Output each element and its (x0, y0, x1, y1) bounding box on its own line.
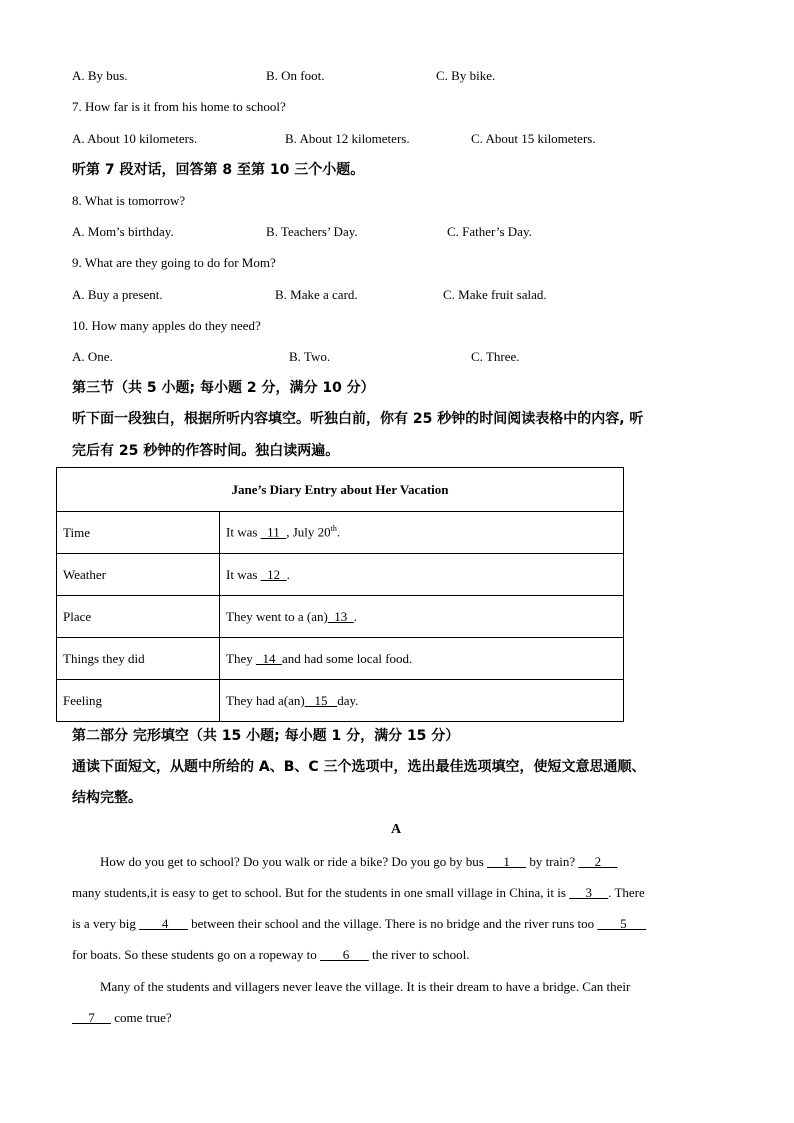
q7-option-c: C. About 15 kilometers. (471, 131, 596, 146)
value-text: , July 20 (286, 524, 331, 540)
blank-5: 5 (597, 916, 647, 931)
q9-question: 9. What are they going to do for Mom? (72, 255, 276, 270)
section3-instruction-2: 完后有 25 秒钟的作答时间。独白读两遍。 (72, 443, 340, 459)
value-text: They (226, 650, 256, 666)
q8-question: 8. What is tomorrow? (72, 193, 186, 208)
q7-option-a: A. About 10 kilometers. (72, 131, 198, 146)
passage-text: . There (608, 885, 645, 900)
passage-line-3 (72, 916, 722, 932)
blank-7: 7 (72, 1010, 111, 1025)
table-row (57, 554, 624, 596)
table-row (57, 638, 624, 680)
q9-option-a: A. Buy a present. (72, 287, 163, 302)
part2-instruction-1: 通读下面短文，从题中所给的 A、B、C 三个选项中，选出最佳选项填空，使短文意思通顺、 (72, 759, 646, 775)
table-row (57, 596, 624, 638)
q9-option-c: C. Make fruit salad. (443, 287, 547, 302)
diary-table (56, 467, 624, 722)
section3-instruction-1: 听下面一段独白，根据所听内容填空。听独白前，你有 25 秒钟的时间阅读表格中的内容, 听 (72, 411, 644, 427)
blank-1: 1 (487, 854, 527, 869)
q8-option-a: A. Mom’s birthday. (72, 224, 174, 239)
row-value (220, 596, 624, 638)
q6-option-b: B. On foot. (266, 68, 325, 83)
section3-title: 第三节（共 5 小题; 每小题 2 分，满分 10 分） (72, 380, 375, 396)
blank-15: 15 (304, 692, 338, 708)
value-text: They went to a (an) (226, 608, 328, 624)
q7-option-b: B. About 12 kilometers. (285, 131, 410, 146)
passage-text: between their school and the village. There is no bridge and the river runs too (187, 916, 598, 931)
passage-text: come true? (111, 1010, 172, 1025)
part2-instruction-2: 结构完整。 (72, 790, 142, 806)
table-header-row (57, 468, 624, 512)
passage-line-6 (72, 1010, 722, 1026)
row-value (220, 512, 624, 554)
q8-option-b: B. Teachers’ Day. (266, 224, 358, 239)
passage-line-4 (72, 947, 722, 963)
value-text: . (286, 566, 290, 582)
q8-option-c: C. Father’s Day. (447, 224, 532, 239)
passage-line-5 (100, 979, 750, 995)
blank-13: 13 (327, 608, 354, 624)
q7-question: 7. How far is it from his home to school? (72, 99, 286, 114)
blank-11: 11 (260, 524, 287, 540)
blank-14: 14 (255, 650, 282, 666)
table-row (57, 680, 624, 722)
value-text: and had some local food. (281, 650, 413, 666)
passage-text: is a very big (72, 916, 140, 931)
passage-line-2 (72, 885, 722, 901)
row-key: Place (57, 596, 220, 638)
q6-option-a: A. By bus. (72, 68, 128, 83)
blank-3: 3 (569, 885, 609, 900)
blank-12: 12 (260, 566, 287, 582)
section-dialogue-7: 听第 7 段对话，回答第 8 至第 10 三个小题。 (72, 162, 365, 178)
row-value (220, 638, 624, 680)
passage-label: A (391, 822, 402, 837)
q6-option-c: C. By bike. (436, 68, 496, 83)
superscript: th (330, 524, 337, 534)
table-title: Jane’s Diary Entry about Her Vacation (57, 468, 624, 512)
blank-6: 6 (320, 947, 369, 962)
value-text: It was (226, 524, 261, 540)
passage-text: for boats. So these students go on a ropeway to (72, 947, 321, 962)
value-text: It was (226, 566, 261, 582)
q9-option-b: B. Make a card. (275, 287, 358, 302)
blank-4: 4 (139, 916, 188, 931)
q10-option-b: B. Two. (289, 349, 331, 364)
row-value (220, 554, 624, 596)
value-text: . (353, 608, 358, 624)
passage-text: How do you get to school? Do you walk or ride a bike? Do you go by bus (100, 854, 488, 869)
row-value (220, 680, 624, 722)
q10-question: 10. How many apples do they need? (72, 318, 261, 333)
q10-option-a: A. One. (72, 349, 113, 364)
passage-text: by train? (526, 854, 579, 869)
value-text: day. (337, 692, 359, 708)
row-key: Things they did (57, 638, 220, 680)
passage-text: many students,it is easy to get to school. But for the students in one small village in China, it is (72, 885, 570, 900)
passage-line-1 (100, 854, 750, 870)
row-key: Feeling (57, 680, 220, 722)
row-key: Time (57, 512, 220, 554)
value-text: . (336, 524, 341, 540)
part2-title: 第二部分 完形填空（共 15 小题; 每小题 1 分，满分 15 分） (72, 728, 460, 744)
blank-2: 2 (578, 854, 618, 869)
q10-option-c: C. Three. (471, 349, 520, 364)
value-text: They had a(an) (226, 692, 305, 708)
passage-text: Many of the students and villagers never leave the village. It is their dream to have a bridge. Can their (100, 979, 631, 994)
row-key: Weather (57, 554, 220, 596)
table-row (57, 512, 624, 554)
passage-text: the river to school. (368, 947, 470, 962)
